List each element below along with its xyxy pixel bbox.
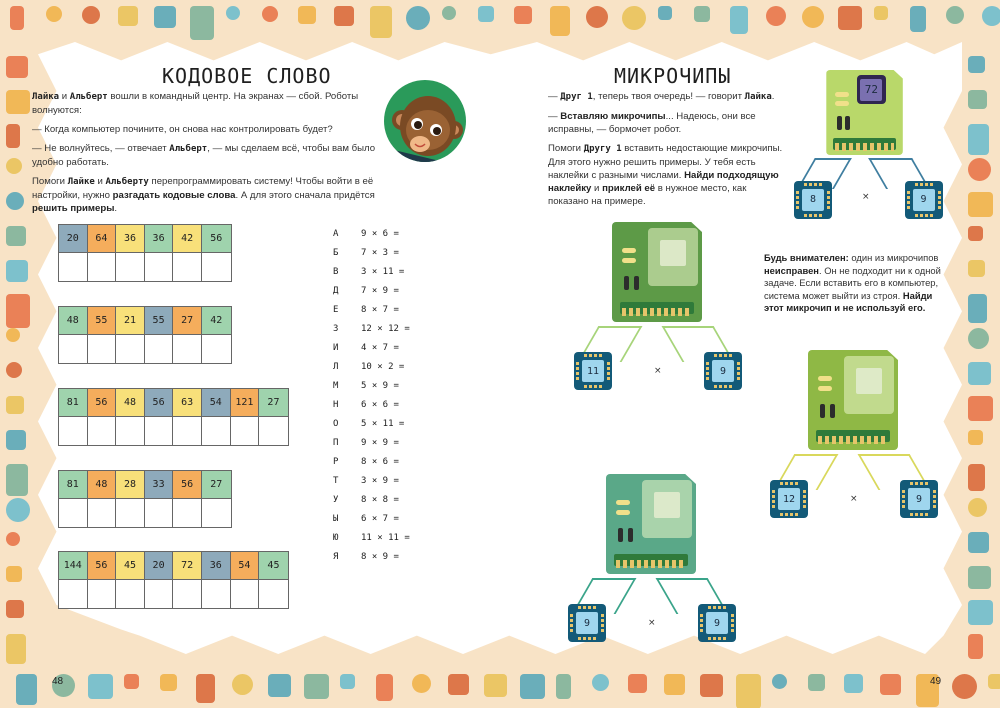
- capacitor-icon: [616, 510, 630, 515]
- monkey-avatar: [384, 80, 466, 162]
- answer-letter-cell[interactable]: [173, 417, 202, 445]
- grid-panel-icon: [988, 674, 1000, 689]
- gear-icon: [6, 362, 22, 378]
- code-number-cell: 45: [259, 552, 288, 580]
- snowflake-icon: [6, 396, 24, 414]
- connector-pins: [818, 436, 888, 444]
- answer-letter-cell[interactable]: [145, 253, 174, 281]
- magnet-icon: [6, 260, 28, 282]
- example-row: [333, 376, 433, 395]
- example-expression: 9 × 6 =: [361, 228, 399, 239]
- microchip-board: [568, 474, 738, 654]
- snowflake-icon: [6, 566, 22, 582]
- gear-icon: [6, 192, 24, 210]
- connector-pins: [616, 560, 686, 568]
- example-letter: Е: [333, 304, 339, 315]
- code-number-cell: 36: [116, 225, 145, 253]
- example-letter: Д: [333, 285, 339, 296]
- robot-blue-icon: [968, 294, 987, 323]
- code-number-cell: 144: [59, 552, 88, 580]
- battery-icon: [968, 600, 993, 625]
- example-expression: 11 × 11 =: [361, 532, 410, 543]
- answer-letter-cell[interactable]: [202, 499, 231, 527]
- factor-chip: 9: [905, 181, 943, 219]
- resistor-icon: [820, 404, 825, 418]
- character-name: Лайка: [32, 92, 60, 102]
- snowflake-icon: [658, 6, 672, 20]
- connector-pins: [622, 308, 692, 316]
- resistor-icon: [830, 404, 835, 418]
- gauge-icon: [46, 6, 62, 22]
- answer-letter-cell[interactable]: [202, 253, 231, 281]
- gauge-icon: [6, 328, 20, 342]
- snowflake-icon: [6, 226, 26, 246]
- factor-chip: 9: [704, 352, 742, 390]
- snowflake-icon: [298, 6, 316, 24]
- lightbulb-icon: [968, 158, 991, 181]
- robot-orange-icon: [370, 6, 392, 38]
- answer-letter-cell[interactable]: [59, 253, 88, 281]
- example-row: [333, 262, 433, 281]
- factor-chip: 12: [770, 480, 808, 518]
- capacitor-icon: [818, 386, 832, 391]
- grid-panel-icon: [628, 674, 647, 693]
- multiply-sign: ×: [850, 494, 858, 504]
- answer-letter-cell[interactable]: [59, 335, 88, 363]
- code-number-cell: 56: [173, 471, 202, 499]
- robot-blue-icon: [196, 674, 215, 703]
- arrow-icon: [844, 674, 863, 693]
- code-number-cell: 56: [88, 389, 117, 417]
- capacitor-icon: [835, 101, 849, 106]
- gauge-icon: [946, 6, 964, 24]
- robot-orange-icon: [190, 6, 214, 40]
- example-letter: П: [333, 437, 339, 448]
- snowflake-icon: [838, 6, 862, 30]
- example-letter: У: [333, 494, 339, 505]
- capacitor-icon: [622, 248, 636, 253]
- factor-chip: 11: [574, 352, 612, 390]
- robot-blue-icon: [968, 634, 983, 659]
- robot-orange-icon: [6, 124, 20, 148]
- example-row: [333, 547, 433, 566]
- factor-chip: 9: [900, 480, 938, 518]
- example-expression: 4 × 7 =: [361, 342, 399, 353]
- code-number-cell: 36: [145, 225, 174, 253]
- resistor-icon: [628, 528, 633, 542]
- example-letter: Т: [333, 475, 339, 486]
- example-row: [333, 414, 433, 433]
- example-expression: 6 × 6 =: [361, 399, 399, 410]
- example-expression: 6 × 7 =: [361, 513, 399, 524]
- code-number-cell: 36: [202, 552, 231, 580]
- gear-icon: [982, 6, 1000, 26]
- code-number-cell: 55: [145, 307, 174, 335]
- factor-chip: 9: [568, 604, 606, 642]
- answer-letter-cell[interactable]: [173, 335, 202, 363]
- arrow-icon: [968, 396, 993, 421]
- example-letter: М: [333, 380, 339, 391]
- example-expression: 5 × 11 =: [361, 418, 405, 429]
- answer-letter-cell[interactable]: [173, 580, 202, 608]
- magnet-icon: [6, 600, 24, 618]
- arrow-icon: [968, 226, 983, 241]
- example-expression: 3 × 11 =: [361, 266, 405, 277]
- magnet-icon: [154, 6, 176, 28]
- capacitor-icon: [835, 92, 849, 97]
- code-number-cell: 72: [173, 552, 202, 580]
- battery-icon: [340, 674, 355, 689]
- gear-icon: [6, 532, 20, 546]
- code-number-cell: 42: [173, 225, 202, 253]
- answer-letter-cell[interactable]: [116, 253, 145, 281]
- example-letter: Ы: [333, 513, 339, 524]
- page-number-left: 48: [52, 676, 64, 687]
- code-number-cell: 48: [59, 307, 88, 335]
- gauge-icon: [766, 6, 786, 26]
- code-number-cell: 27: [259, 389, 288, 417]
- arrow-icon: [664, 674, 685, 695]
- answer-letter-cell[interactable]: [145, 499, 174, 527]
- lightbulb-icon: [772, 674, 787, 689]
- answer-letter-cell[interactable]: [202, 335, 231, 363]
- robot-orange-icon: [6, 464, 28, 496]
- answer-letter-cell[interactable]: [116, 499, 145, 527]
- arrow-icon: [968, 566, 991, 589]
- example-row: [333, 509, 433, 528]
- resistor-icon: [624, 276, 629, 290]
- code-number-cell: 81: [59, 389, 88, 417]
- page-number-right: 49: [930, 676, 942, 687]
- answer-letter-cell[interactable]: [173, 499, 202, 527]
- example-letter: Б: [333, 247, 339, 258]
- grid-panel-icon: [268, 674, 291, 697]
- answer-letter-cell[interactable]: [88, 580, 117, 608]
- example-expression: 3 × 9 =: [361, 475, 399, 486]
- resistor-icon: [618, 528, 623, 542]
- answer-letter-cell[interactable]: [231, 417, 260, 445]
- example-expression: 5 × 9 =: [361, 380, 399, 391]
- grid-panel-icon: [968, 192, 993, 217]
- code-grid: [58, 224, 232, 282]
- gauge-icon: [586, 6, 608, 28]
- code-grid: [58, 551, 289, 609]
- example-letter: Я: [333, 551, 339, 562]
- arrow-icon: [124, 674, 139, 689]
- grid-panel-icon: [968, 362, 991, 385]
- answer-letter-cell[interactable]: [259, 417, 288, 445]
- multiply-sign: ×: [654, 366, 662, 376]
- grid-panel-icon: [808, 674, 825, 691]
- resistor-icon: [837, 116, 842, 130]
- robot-blue-icon: [556, 674, 571, 699]
- code-number-cell: 54: [231, 552, 260, 580]
- robot-orange-icon: [730, 6, 748, 34]
- snowflake-icon: [478, 6, 494, 22]
- gear-icon: [802, 6, 824, 28]
- robot-blue-icon: [968, 124, 989, 155]
- code-grid: [58, 306, 232, 364]
- example-letter: Н: [333, 399, 339, 410]
- gauge-icon: [6, 498, 30, 522]
- arrow-icon: [484, 674, 507, 697]
- monkey-face-icon: [384, 80, 466, 162]
- robot-blue-icon: [736, 674, 761, 708]
- answer-letter-cell[interactable]: [145, 580, 174, 608]
- code-number-cell: 48: [88, 471, 117, 499]
- magnet-icon: [334, 6, 354, 26]
- example-letter: Р: [333, 456, 339, 467]
- answer-letter-cell[interactable]: [88, 253, 117, 281]
- lightbulb-icon: [952, 674, 977, 699]
- gauge-icon: [406, 6, 430, 30]
- example-row: [333, 224, 433, 243]
- example-row: [333, 357, 433, 376]
- code-number-cell: 45: [116, 552, 145, 580]
- robot-orange-icon: [550, 6, 570, 36]
- example-letter: В: [333, 266, 339, 277]
- code-grid: [58, 388, 289, 446]
- robot-orange-icon: [10, 6, 24, 30]
- answer-letter-cell[interactable]: [202, 580, 231, 608]
- battery-icon: [968, 260, 985, 277]
- code-number-cell: 42: [202, 307, 231, 335]
- example-letter: О: [333, 418, 339, 429]
- capacitor-icon: [818, 376, 832, 381]
- factor-chip: 8: [794, 181, 832, 219]
- code-number-cell: 121: [231, 389, 260, 417]
- answer-letter-cell[interactable]: [202, 417, 231, 445]
- gauge-icon: [226, 6, 240, 20]
- example-row: [333, 281, 433, 300]
- gauge-icon: [6, 158, 22, 174]
- example-expression: 7 × 9 =: [361, 285, 399, 296]
- example-letter: Л: [333, 361, 339, 372]
- example-row: [333, 471, 433, 490]
- code-number-cell: 55: [88, 307, 117, 335]
- snowflake-icon: [6, 56, 28, 78]
- code-number-cell: 56: [145, 389, 174, 417]
- example-row: [333, 395, 433, 414]
- capacitor-icon: [616, 500, 630, 505]
- answer-letter-cell[interactable]: [59, 499, 88, 527]
- answer-letter-cell[interactable]: [231, 580, 260, 608]
- code-number-cell: 64: [88, 225, 117, 253]
- example-expression: 12 × 12 =: [361, 323, 410, 334]
- example-row: [333, 300, 433, 319]
- code-number-cell: 63: [173, 389, 202, 417]
- example-letter: З: [333, 323, 339, 334]
- answer-letter-cell[interactable]: [116, 335, 145, 363]
- code-number-cell: 20: [145, 552, 174, 580]
- lightbulb-icon: [968, 328, 989, 349]
- answer-letter-cell[interactable]: [88, 335, 117, 363]
- example-expression: 8 × 7 =: [361, 304, 399, 315]
- battery-icon: [700, 674, 723, 697]
- example-row: [333, 528, 433, 547]
- example-expression: 8 × 9 =: [361, 551, 399, 562]
- resistor-icon: [845, 116, 850, 130]
- robot-orange-icon: [6, 634, 26, 664]
- code-number-cell: 56: [88, 552, 117, 580]
- cpu-core: [856, 368, 882, 394]
- answer-letter-cell[interactable]: [116, 580, 145, 608]
- example-letter: Ю: [333, 532, 339, 543]
- code-number-cell: 81: [59, 471, 88, 499]
- connector-pins: [835, 143, 895, 151]
- battery-icon: [968, 90, 987, 109]
- answer-letter-cell[interactable]: [88, 499, 117, 527]
- examples-list: [333, 224, 433, 566]
- lightbulb-icon: [232, 674, 253, 695]
- cpu-core: [660, 240, 686, 266]
- robot-blue-icon: [16, 674, 37, 705]
- lightbulb-icon: [592, 674, 609, 691]
- example-row: [333, 433, 433, 452]
- multiply-sign: ×: [862, 192, 870, 203]
- code-grid: [58, 470, 232, 528]
- code-number-cell: 20: [59, 225, 88, 253]
- code-number-cell: 28: [116, 471, 145, 499]
- code-number-cell: 56: [202, 225, 231, 253]
- factor-chip: 9: [698, 604, 736, 642]
- battery-icon: [968, 430, 983, 445]
- battery-icon: [880, 674, 901, 695]
- left-intro-text: Лайка и Альберт вошли в командный центр. На экранах — сбой. Роботы волнуются: — Когда компьютер почините, он снова нас контролировать будет? — Не волнуйтесь, — отвечает Альберт, — мы сделаем всё, чтобы вам было удобно работать. Помоги Лайке и Альберту перепрограммировать систему! Чтобы войти в её настройки, нужно разгадать кодовые слова. А для этого сначала придётся решить примеры.: [32, 91, 376, 214]
- magnet-icon: [6, 90, 30, 114]
- arrow-icon: [304, 674, 329, 699]
- cpu-core: 72: [860, 79, 882, 101]
- answer-letter-cell[interactable]: [116, 417, 145, 445]
- grid-panel-icon: [968, 532, 989, 553]
- microchip-board: [574, 222, 744, 402]
- example-expression: 9 × 9 =: [361, 437, 399, 448]
- gear-icon: [82, 6, 100, 24]
- lightbulb-icon: [968, 498, 987, 517]
- battery-icon: [520, 674, 545, 699]
- example-letter: А: [333, 228, 339, 239]
- example-expression: 8 × 6 =: [361, 456, 399, 467]
- right-intro-text: — Друг 1, теперь твоя очередь! — говорит Лайка. — Вставляю микрочипы... Надеюсь, они все исправны, — бормочет робот. Помоги Другу 1 вставить недостающие микрочипы. Для этого нужно решить примеры. У тебя есть наклейки с разными числами. Найди подходящую наклейку и приклей её в нужное место, как показано на примере.: [548, 91, 783, 207]
- magnet-icon: [514, 6, 532, 24]
- snowflake-icon: [118, 6, 138, 26]
- example-letter: И: [333, 342, 339, 353]
- answer-letter-cell[interactable]: [145, 417, 174, 445]
- magnet-icon: [6, 430, 26, 450]
- example-row: [333, 490, 433, 509]
- character-name: Альберт: [69, 92, 108, 102]
- example-row: [333, 243, 433, 262]
- robot-orange-icon: [910, 6, 926, 32]
- example-expression: 10 × 2 =: [361, 361, 405, 372]
- resistor-icon: [634, 276, 639, 290]
- example-row: [333, 319, 433, 338]
- code-number-cell: 21: [116, 307, 145, 335]
- code-number-cell: 27: [173, 307, 202, 335]
- arrow-icon: [968, 56, 985, 73]
- robot-blue-icon: [376, 674, 393, 701]
- capacitor-icon: [622, 258, 636, 263]
- grid-panel-icon: [448, 674, 469, 695]
- code-number-cell: 27: [202, 471, 231, 499]
- page-title-code-word: КОДОВОЕ СЛОВО: [162, 64, 332, 88]
- example-expression: 7 × 3 =: [361, 247, 399, 258]
- microchip-board: [794, 70, 939, 223]
- dialogue-line: — Когда компьютер почините, он снова нас контролировать будет?: [32, 124, 333, 135]
- gear-icon: [262, 6, 278, 22]
- battery-icon: [160, 674, 177, 691]
- code-number-cell: 33: [145, 471, 174, 499]
- microchip-board: [770, 350, 940, 530]
- magnet-icon: [874, 6, 888, 20]
- answer-letter-cell[interactable]: [173, 253, 202, 281]
- cpu-core: [654, 492, 680, 518]
- code-number-cell: 54: [202, 389, 231, 417]
- page-title-microchips: МИКРОЧИПЫ: [614, 64, 732, 88]
- magnet-icon: [694, 6, 710, 22]
- answer-letter-cell[interactable]: [259, 580, 288, 608]
- multiply-sign: ×: [648, 618, 656, 628]
- grid-panel-icon: [88, 674, 113, 699]
- warning-text: Будь внимателен: один из микрочипов неисправен. Он не подходит ни к одной задаче. Если вставить его в компьютер, система может выйти из строя. Найди этот микрочип и не используй его.: [764, 252, 941, 313]
- example-expression: 8 × 8 =: [361, 494, 399, 505]
- example-row: [333, 452, 433, 471]
- gear-icon: [622, 6, 646, 30]
- lightbulb-icon: [412, 674, 431, 693]
- example-row: [333, 338, 433, 357]
- gear-icon: [442, 6, 456, 20]
- robot-blue-icon: [968, 464, 985, 491]
- code-number-cell: 48: [116, 389, 145, 417]
- answer-letter-cell[interactable]: [59, 417, 88, 445]
- answer-letter-cell[interactable]: [88, 417, 117, 445]
- robot-orange-icon: [6, 294, 30, 328]
- answer-letter-cell[interactable]: [145, 335, 174, 363]
- answer-letter-cell[interactable]: [59, 580, 88, 608]
